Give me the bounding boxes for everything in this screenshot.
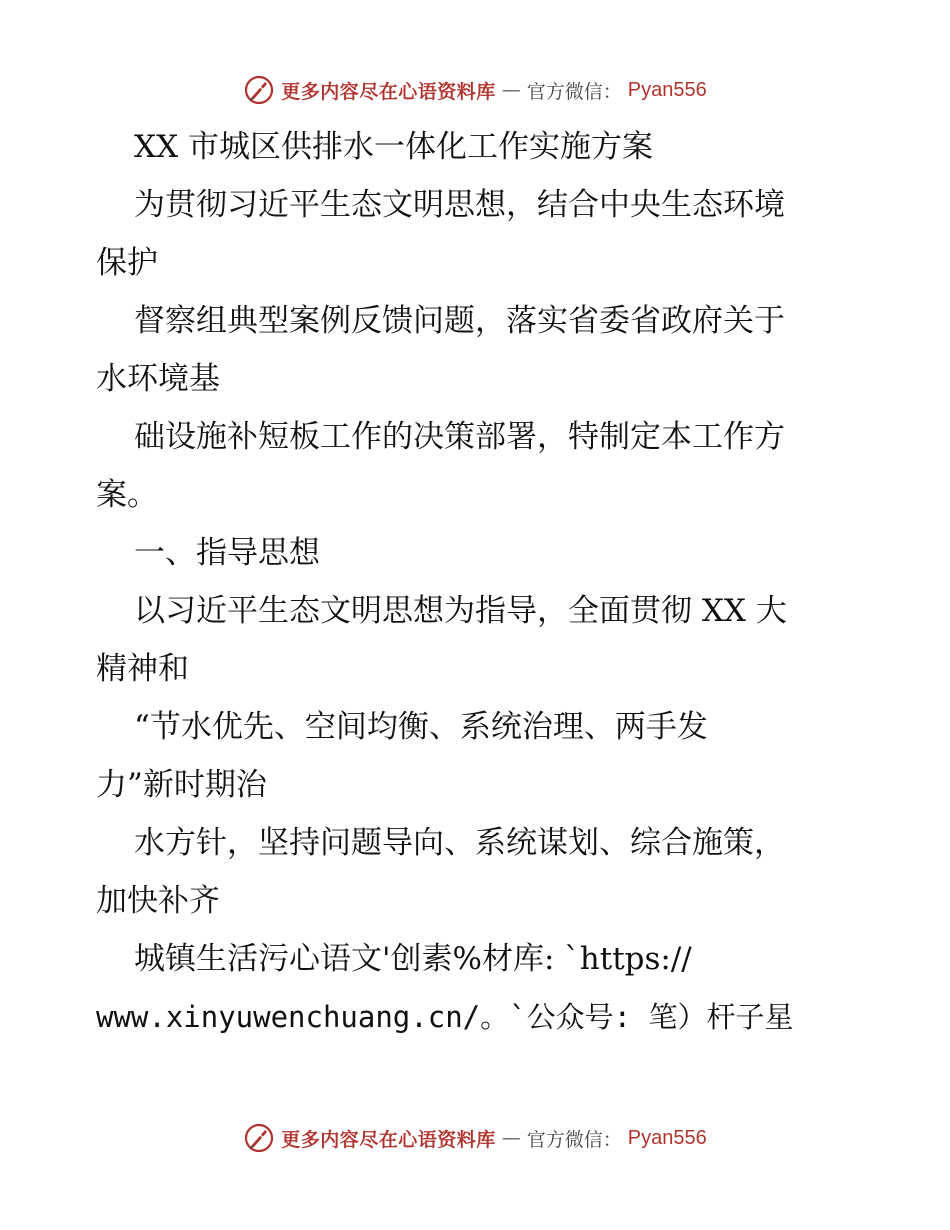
paragraph-line: 力”新时期治 [96, 767, 267, 803]
paragraph-line: 水方针，坚持问题导向、系统谋划、综合施策， [134, 825, 785, 861]
quill-pen-logo-icon [243, 74, 275, 106]
banner-wechat-label: 官方微信： [526, 80, 622, 103]
paragraph-line: 水环境基 [96, 361, 220, 397]
banner-wechat-id: Pyan556 [627, 1126, 707, 1149]
section-heading: 一、指导思想 [134, 535, 320, 571]
paragraph-line: 案。 [96, 477, 158, 513]
paragraph-line: 督察组典型案例反馈问题，落实省委省政府关于 [134, 303, 785, 339]
banner-wechat-id: Pyan556 [627, 78, 707, 101]
paragraph-line: 精神和 [96, 651, 189, 687]
document-body [96, 118, 866, 1046]
banner-wechat-label: 官方微信： [526, 1128, 622, 1151]
paragraph-line: www.xinyuwenchuang.cn/。`公众号: 笔）杆子星 [96, 1000, 794, 1034]
paragraph-line: 城镇生活污心语文'创素%材库: `https:// [134, 941, 692, 977]
paragraph-line: “节水优先、空间均衡、系统治理、两手发 [134, 709, 708, 745]
banner-title: 更多内容尽在心语资料库 [281, 1128, 496, 1151]
paragraph-line: 保护 [96, 245, 158, 281]
paragraph-line: 础设施补短板工作的决策部署，特制定本工作方 [134, 419, 785, 455]
document-title: XX 市城区供排水一体化工作实施方案 [134, 129, 653, 165]
banner-title: 更多内容尽在心语资料库 [281, 80, 496, 103]
banner-dash: — [501, 79, 521, 101]
paragraph-line: 为贯彻习近平生态文明思想，结合中央生态环境 [134, 187, 785, 223]
header-banner [0, 70, 950, 110]
paragraph-line: 以习近平生态文明思想为指导，全面贯彻 XX 大 [134, 593, 787, 629]
paragraph-line: 加快补齐 [96, 883, 220, 919]
banner-dash: — [501, 1127, 521, 1149]
quill-pen-logo-icon [243, 1122, 275, 1154]
footer-banner [0, 1118, 950, 1158]
